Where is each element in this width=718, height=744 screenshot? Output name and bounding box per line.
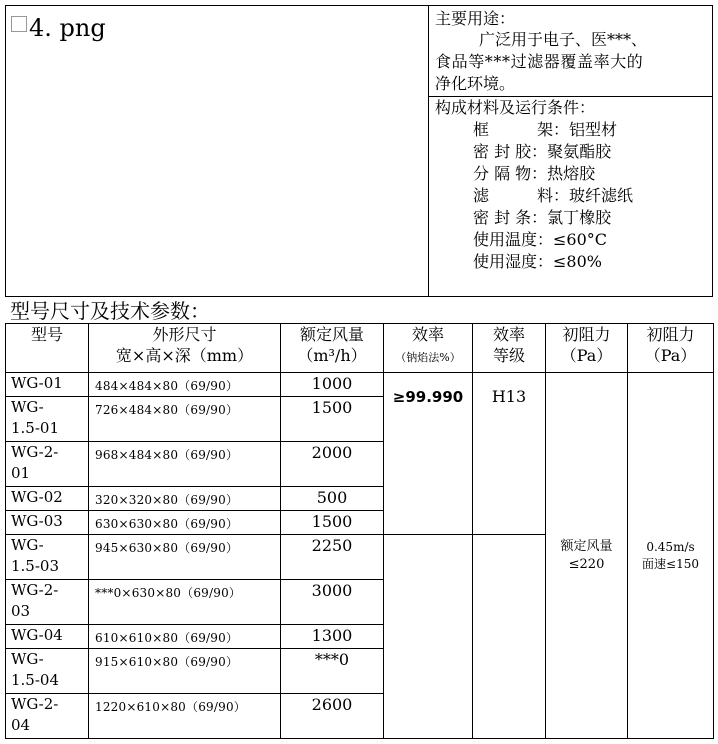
condition-item: 密 封 胶：聚氨酯胶 <box>473 142 612 161</box>
condition-item: 滤 料：玻纤滤纸 <box>473 186 634 205</box>
grade-empty-cell <box>473 535 546 739</box>
table-row <box>6 373 714 397</box>
dims-cell: 610×610×80（69/90） <box>89 625 281 649</box>
flow-cell: 3000 <box>281 580 384 625</box>
dims-cell: 630×630×80（69/90） <box>89 511 281 535</box>
condition-item: 密 封 条：氯丁橡胶 <box>473 208 612 227</box>
model-cell: WG-01 <box>6 373 89 397</box>
condition-item: 使用湿度：≤80% <box>473 252 602 271</box>
dims-cell: 968×484×80（69/90） <box>89 442 281 487</box>
grade-cell: H13 <box>473 373 546 535</box>
flow-cell: 1300 <box>281 625 384 649</box>
model-cell: WG- 1.5-01 <box>6 397 89 442</box>
efficiency-empty-cell <box>384 535 473 739</box>
flow-cell: 500 <box>281 487 384 511</box>
dims-cell: 320×320×80（69/90） <box>89 487 281 511</box>
dims-cell: 945×630×80（69/90） <box>89 535 281 580</box>
table-header-row <box>6 324 714 373</box>
product-image <box>11 14 106 42</box>
condition-item: 分 隔 物：热熔胶 <box>473 164 596 183</box>
flow-cell: 1500 <box>281 397 384 442</box>
model-cell: WG- 1.5-03 <box>6 535 89 580</box>
usage-line: 净化环境。 <box>435 74 516 93</box>
model-cell: WG-04 <box>6 625 89 649</box>
conditions-cell <box>428 96 713 297</box>
model-cell: WG-02 <box>6 487 89 511</box>
spec-table <box>5 323 714 739</box>
usage-cell <box>428 5 713 97</box>
condition-item: 使用温度：≤60°C <box>473 230 608 249</box>
col-header-grade: 效率 等级 <box>473 324 546 373</box>
flow-cell: 1500 <box>281 511 384 535</box>
product-image-alt: 4. png <box>29 14 106 42</box>
dims-cell: ***0×630×80（69/90） <box>89 580 281 625</box>
broken-image-icon <box>11 16 27 32</box>
flow-cell: 2250 <box>281 535 384 580</box>
conditions-heading: 构成材料及运行条件： <box>435 98 596 117</box>
model-cell: WG-2- 04 <box>6 694 89 739</box>
usage-heading: 主要用途： <box>435 9 516 28</box>
flow-cell: ***0 <box>281 649 384 694</box>
col-header-efficiency: 效率 （钠焰法%） <box>384 324 473 373</box>
resistance-2-cell: 0.45m/s 面速≤150 <box>628 373 714 739</box>
section-title: 型号尺寸及技术参数： <box>10 299 210 323</box>
col-header-resistance-2: 初阻力 （Pa） <box>628 324 714 373</box>
product-image-cell <box>5 5 429 297</box>
model-cell: WG-03 <box>6 511 89 535</box>
col-header-resistance-1: 初阻力 （Pa） <box>546 324 628 373</box>
col-header-dims: 外形尺寸 宽×高×深（mm） <box>89 324 281 373</box>
efficiency-cell: ≥99.990 <box>384 373 473 535</box>
usage-line: 广泛用于电子、医***、 <box>479 30 648 49</box>
usage-line: 食品等***过滤器覆盖率大的 <box>435 52 644 71</box>
dims-cell: 726×484×80（69/90） <box>89 397 281 442</box>
flow-cell: 2000 <box>281 442 384 487</box>
dims-cell: 915×610×80（69/90） <box>89 649 281 694</box>
dims-cell: 484×484×80（69/90） <box>89 373 281 397</box>
dims-cell: 1220×610×80（69/90） <box>89 694 281 739</box>
flow-cell: 2600 <box>281 694 384 739</box>
flow-cell: 1000 <box>281 373 384 397</box>
col-header-model: 型号 <box>6 324 89 373</box>
model-cell: WG-2- 03 <box>6 580 89 625</box>
condition-item: 框 架：铝型材 <box>473 120 618 139</box>
model-cell: WG-2- 01 <box>6 442 89 487</box>
model-cell: WG- 1.5-04 <box>6 649 89 694</box>
col-header-flow: 额定风量 （m³/h） <box>281 324 384 373</box>
resistance-1-cell: 额定风量 ≤220 <box>546 373 628 739</box>
